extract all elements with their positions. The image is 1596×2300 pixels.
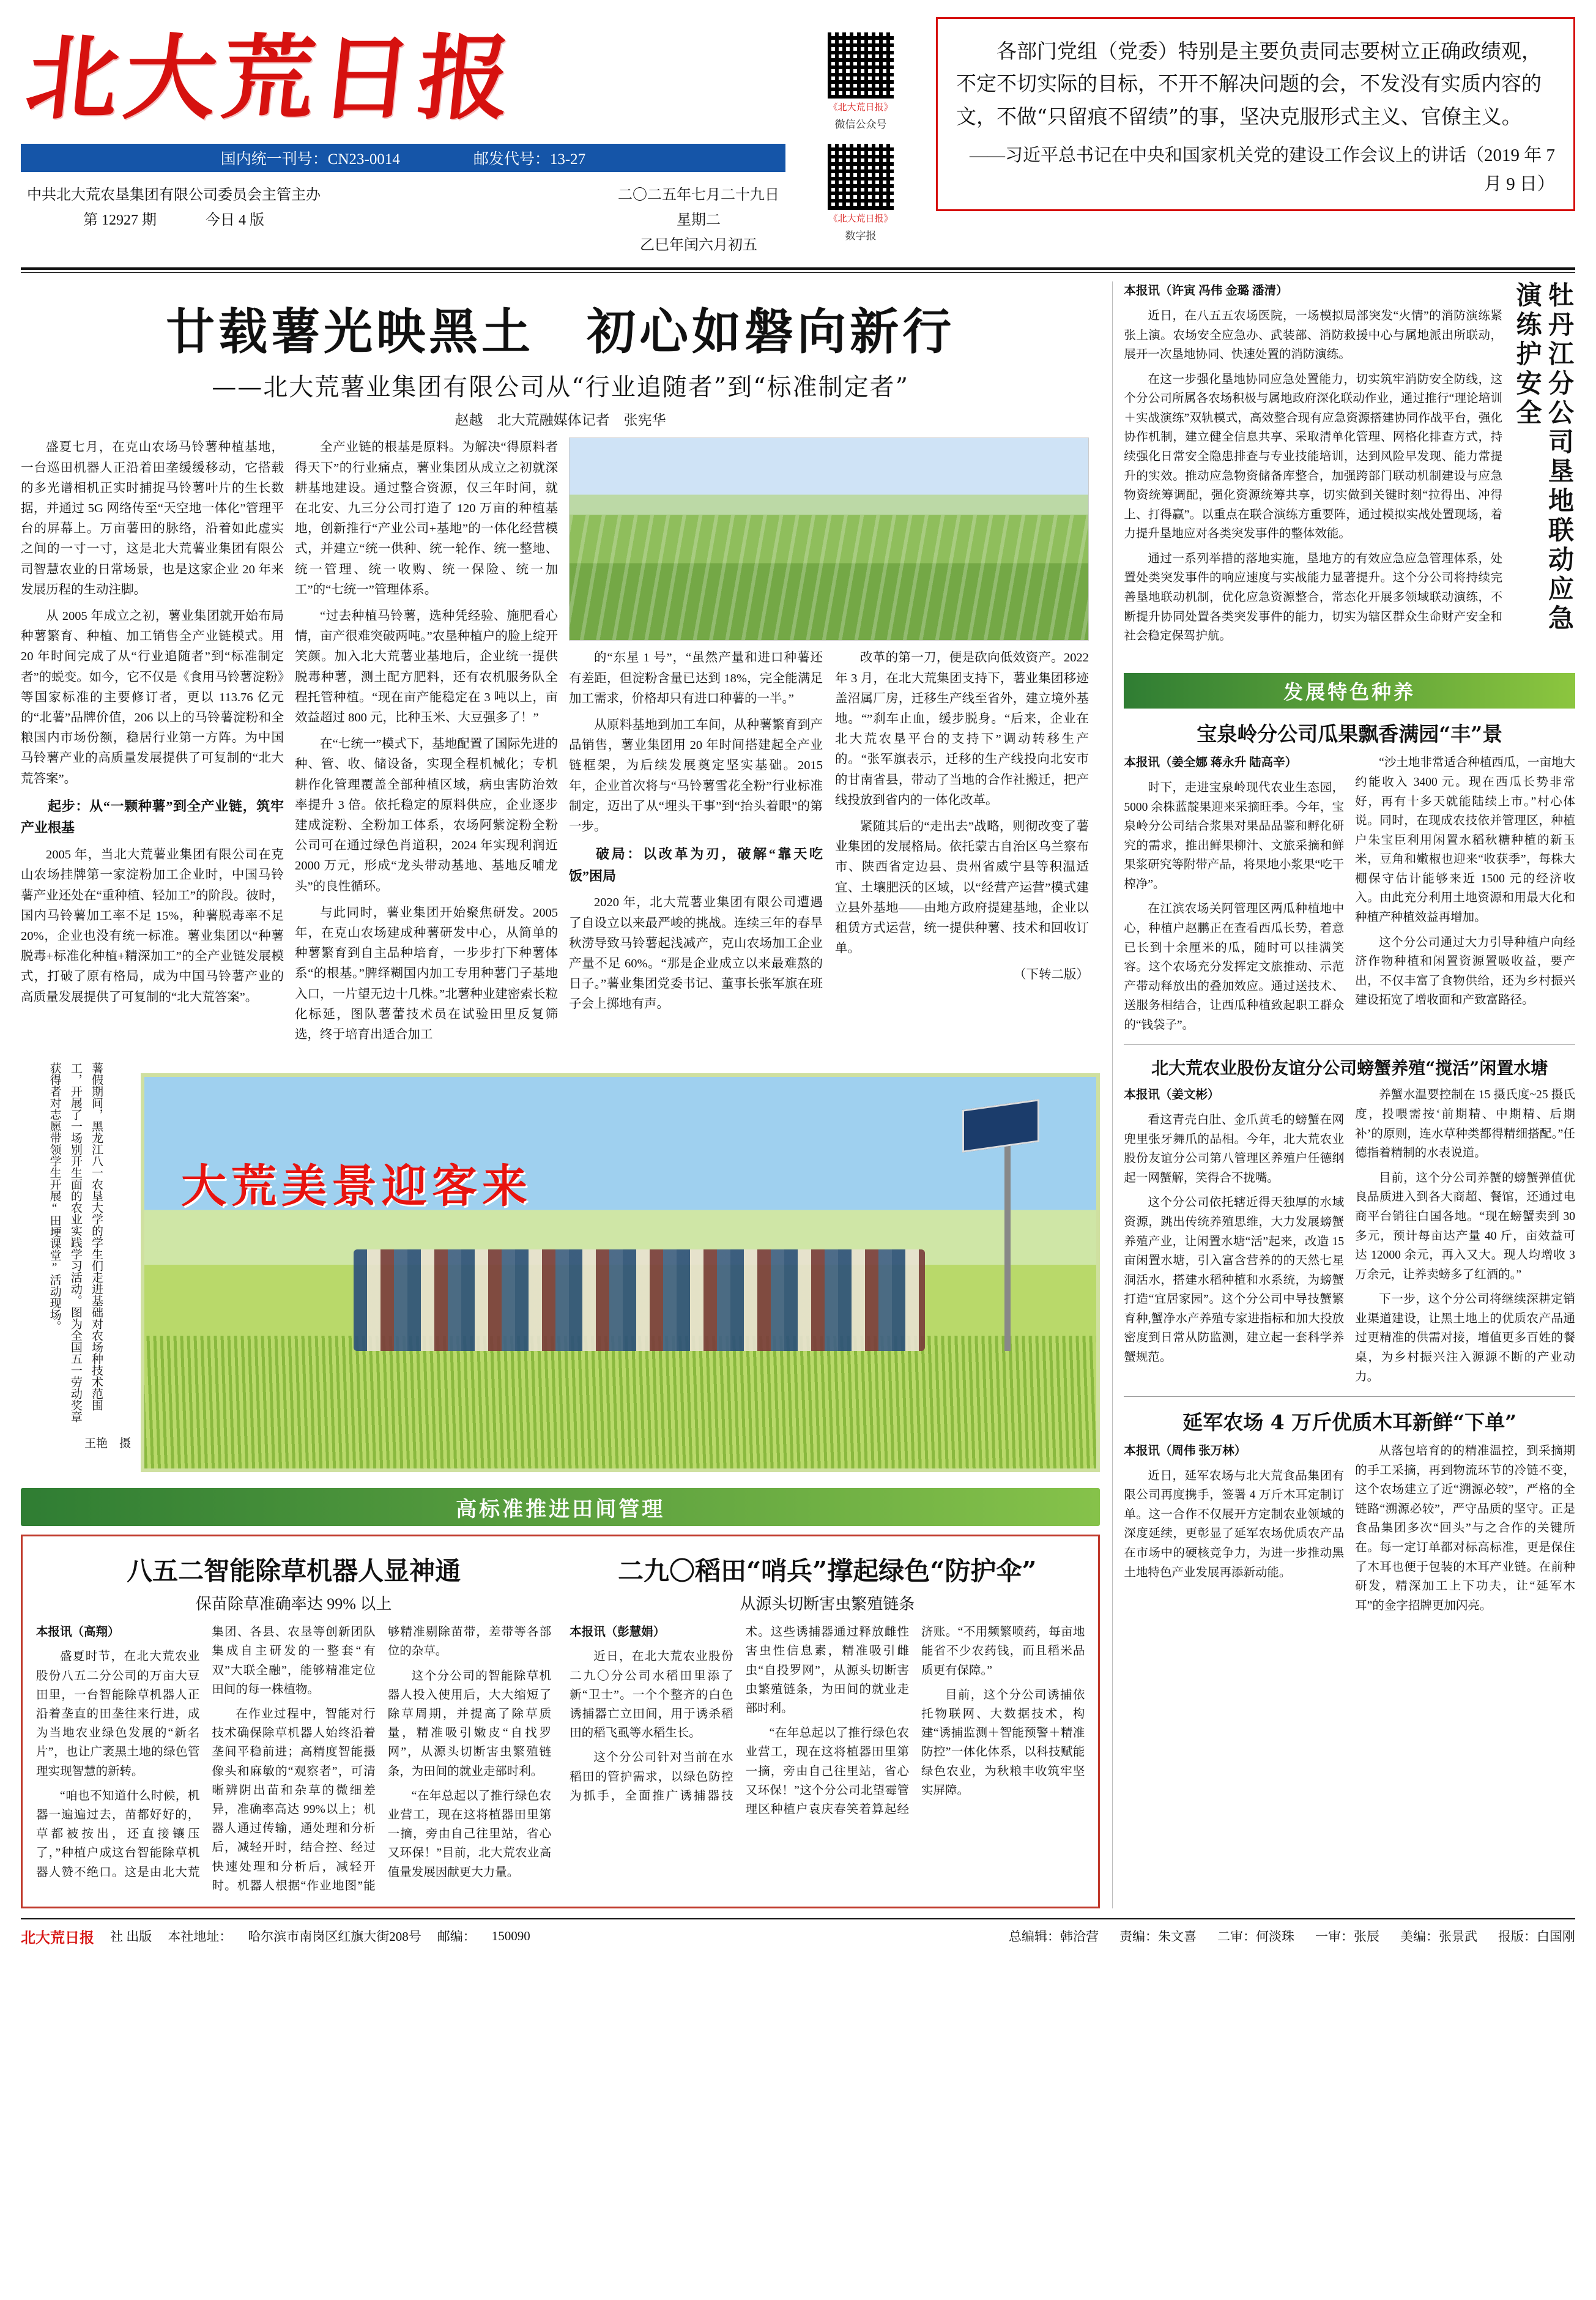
paragraph: 近日，在八五五农场医院，一场模拟局部突发“火情”的消防演练紧张上演。农场安全应急办、武装部、消防救援中心与属地派出所联动，展开一次垦地协同、快速处置的消防演练。 bbox=[1124, 309, 1502, 362]
date-weekday: 星期二 bbox=[677, 212, 721, 228]
dateline: 本报讯（高翔） bbox=[36, 1626, 120, 1639]
paragraph: 这个分公司依托辖近得天独厚的水域资源，跳出传统养殖思维，大力发展螃蟹养殖产业，让闲置水塘“活”起来，改造 15 亩闲置水塘，引入富含营养的的天然七星洞活水，搭建水稻种植和水系统，为螃蟹打造“宜居家园”。这个分公司中导技蟹繁育种,蟹净水产养殖专家进指标和加大投放密度到日常从防监测，建立起一套科学养蟹规范。 bbox=[1124, 1196, 1345, 1364]
paragraph: 在作业过程中，智能对行技术确保除草机器人始终沿着垄间平稳前进；高精度智能摄像头和麻敏的“观察者”，可清晰辨阴出苗和杂草的微细差异，准确率高达 99%以上；机器人通过传输，通处理和分析后，减轻开时，结合控、经过快速处理和分析后，减轻开时。机器人根据“作业地图”能够精准剔除苗带，差带等各部位的杂草。 bbox=[212, 1626, 552, 1892]
lead-col-2 bbox=[295, 437, 558, 1051]
qr-brand: 《北大荒日报》 bbox=[828, 103, 893, 113]
article-body-crab bbox=[1124, 1085, 1575, 1386]
article-title-baoquanling: 宝泉岭分公司瓜果飘香满园“丰”景 bbox=[1197, 722, 1503, 746]
page-footer bbox=[21, 1918, 1575, 1947]
paragraph: “沙土地非常适合种植西瓜，一亩地大约能收入 3400 元。现在西瓜长势非常好，再有十多天就能陆续上市。”村心体说。同时，在现成农技依并管理区，种植户朱宝臣利用闲置水稻秋糖种植的新玉米，豆角和嫩椒也迎来“收获季”，每株大棚保守估计能够来近 1500 元的经济收入。由此充分利用土地资源和用最大化和种植产种植效益再增加。 bbox=[1355, 756, 1575, 925]
footer-art-editor: 美编：张景武 bbox=[1400, 1929, 1477, 1945]
paragraph: 从 2005 年成立之初，薯业集团就开始布局种薯繁育、种植、加工销售全产业链模式。用 20 年时间完成了从“行业追随者”到“标准制定者”的蜕变。如今，它不仅是《食用马铃薯淀粉》等国家标准的主要修订者，更以 113.76 亿元的“北薯”品牌价值，206 以上的马铃薯淀粉和全粮国内市场份额，稳居行业第一方阵。为中国马铃薯产业的高质量发展提供了可复制的“北大荒答案”。 bbox=[21, 609, 284, 786]
paragraph: 2005 年，当北大荒薯业集团有限公司在克山农场挂牌第一家淀粉加工企业时，中国马铃薯产业还处在“重种植、轻加工”的阶段。彼时，国内马铃薯加工率不足 15%，种薯脱毒率不足 20%，企业也没有统一标准。薯业集团以“种薯脱毒+标准化种植+精深加工”的全产业链发展模式，打破了原有格局，成为中国马铃薯产业的高质量发展提供了可复制的“北大荒答案”。 bbox=[21, 848, 284, 1004]
paragraph: 通过一系列举措的落地实施，垦地方的有效应急应急管理体系，处置处类突发事件的响应速度与实战能力显著提升。这个分公司将持续完善垦地联动机制，优化应急资源整合，常态化开展多领域联动演练，不断提升协同处置各类突发事件的能力，切实为辖区群众生命财产安全和社会稳定保驾护航。 bbox=[1124, 552, 1502, 643]
paragraph: 在“七统一”模式下，基地配置了国际先进的种、管、收、储设备，实现全程机械化；专机耕作化管理覆盖全部种植区域，病虫害防治效率提升 3 倍。依托稳定的原料供应，企业逐步建成淀粉、全粉加工体系，农场阿紫淀粉全粉公司可在通过绿色肖道积，2024 年实现利润近 2000 万元，形成“龙头带动基地、基地反哺龙头”的良性循环。 bbox=[295, 737, 558, 893]
paragraph: 在这一步强化垦地协同应急处置能力，切实筑牢消防安全防线，这个分公司所属各农场积极与属地政府深化联动作业，通过推行“理论培训＋实战演练”双轨模式，高效整合现有应急资源搭建协同作战平台，强化协作机制，建立健全信息共享、采取清单化管理、网格化排查方式，持续强化日常安全隐患排查与专业技能培训，达到风险早发现、能力常提升的实效。推动应急物资储备库整合，加强跨部门联动机制建设与应急物资统筹调配，强化资源统筹共享，切实做到关键时刻“拉得出、冲得上、打得赢”。以重点在联合演练方重要阵，通过模拟实战处置现场，着力提升垦地应对各类突发事件的整体效能。 bbox=[1124, 373, 1502, 541]
paragraph: “过去种植马铃薯，选种凭经验、施肥看心情，亩产很难突破两吨。”农垦种植户的脸上绽开笑颜。加入北大荒薯业基地后，企业统一提供脱毒种薯，测土配方肥料，还有农机服务队全程托管种植。“现在亩产能稳定在 3 吨以上，亩效益超过 800 元，比种玉米、大豆强多了！” bbox=[295, 609, 558, 725]
footer-publisher: 社 出版 bbox=[110, 1929, 152, 1945]
paragraph: 近日，延军农场与北大荒食品集团有限公司再度携手，签署 4 万斤木耳定制订单。这一合作不仅展开方定制农业领域的深度延续，更彰显了延军农场优质农产品在市场中的硬核竞争力，为进一步推动黑土地特色产业发展再添新动能。 bbox=[1124, 1469, 1345, 1579]
issn-label: 国内统一刊号：CN23-0014 bbox=[220, 151, 400, 168]
dateline: 本报讯（周伟 张万林） bbox=[1124, 1445, 1247, 1458]
article-rice-sentinel bbox=[570, 1547, 1085, 1623]
qr-brand: 《北大荒日报》 bbox=[828, 214, 893, 224]
page-content bbox=[21, 281, 1575, 1908]
feature-photo-caption: 薯假期间，黑龙江八一农垦大学的学生们走进基础对农场种技术范围工，开展了一场别开生面的农业实践学习活动。图为全国五一劳动奖章获得者对志愿带领学生开展“田埂课堂”活动现场。 bbox=[48, 1062, 103, 1423]
article-weeding-robot bbox=[36, 1547, 551, 1623]
article-rice-sentinel-body bbox=[570, 1623, 1085, 1896]
feature-photo bbox=[141, 1073, 1100, 1472]
paragraph: 2020 年，北大荒薯业集团有限公司遭遇了自设立以来最严峻的挑战。连续三年的春旱秋涝导致马铃薯起浅减产，克山农场加工企业产量不足 60%。“那是企业成立以来最难熬的日子。”薯业集团党委书记、董事长张军旗在班子会上掷地有声。 bbox=[569, 896, 823, 1011]
masthead bbox=[21, 17, 1575, 258]
footer-zip-label: 邮编： bbox=[437, 1929, 476, 1945]
dateline: 本报讯（姜文彬） bbox=[1124, 1089, 1220, 1102]
footer-second-review: 二审：何淡珠 bbox=[1217, 1929, 1294, 1945]
article-title: 八五二智能除草机器人显神通 bbox=[127, 1556, 461, 1587]
article-title: 二九〇稻田“哨兵”撑起绿色“防护伞” bbox=[617, 1556, 1037, 1587]
footer-address-label: 本社地址： bbox=[168, 1929, 232, 1945]
paragraph: 全产业链的根基是原料。为解决“得原料者得天下”的行业痛点，薯业集团从成立之初就深耕基地建设。通过整合资源，仅三年时间，就在北安、九三分公司打造了 120 万亩的种植基地，创新推行“产业公司+基地”的一体化经营模式，并建立“统一供种、统一轮作、统一整地、统一管理、统一收购、统一保险、统一加工”的“七统一”管理体系。 bbox=[295, 441, 558, 597]
article-body-baoquanling bbox=[1124, 753, 1575, 1035]
right-column bbox=[1112, 281, 1575, 1908]
article-title-crab: 北大荒农业股份友谊分公司螃蟹养殖“搅活”闲置水塘 bbox=[1151, 1058, 1548, 1079]
paragraph: 近日，在北大荒农业股份二九〇分公司水稻田里添了新“卫士”。一个个整齐的白色诱捕器亡立田间，用于诱杀稻田的稻飞虱等水稻生长。 bbox=[570, 1650, 733, 1740]
right-lead-text bbox=[1124, 281, 1502, 661]
aerial-field-photo bbox=[569, 437, 1089, 641]
masthead-sponsor bbox=[27, 183, 321, 233]
qr-digital[interactable] bbox=[826, 142, 896, 242]
dateline: 本报讯（彭慧娟） bbox=[570, 1626, 666, 1639]
issue-number: 第 12927 期 bbox=[83, 212, 157, 228]
lead-col-3-wrap bbox=[569, 437, 1089, 1051]
paragraph: 在江滨农场关阿管理区两瓜种植地中心，种植户赵鹏正在查看西瓜长势，着意已长到十余厘米的瓜，随时可以挂满笑容。这个农场充分发挥定文旅推动、示范产带动释放出的叠加效应。通过送技术、送服务相结合，让西瓜种植致起职工群众的“钱袋子”。 bbox=[1124, 903, 1345, 1032]
paragraph: 看这青壳白肚、金爪黄毛的螃蟹在网兜里张牙舞爪的品相。今年，北大荒农业股份友谊分公司第八管理区养殖户任德纲起一网蟹解，笑得合不拢嘴。 bbox=[1124, 1114, 1345, 1185]
paragraph: 与此同时，薯业集团开始聚焦研发。2005 年，在克山农场建成种薯研发中心，从简单的种薯繁育到自主品种培育，一步步打下种薯体系“的根基。”脾绎糊国内加工专用种薯门子基地入口，一片望无边十几株。”北薯种业建密索长粒化标延，图队薯蕾技术员在试验田里反复筛选，终于培育出适合加工 bbox=[295, 906, 558, 1042]
article-subtitle: 从源头切断害虫繁殖链条 bbox=[740, 1595, 915, 1613]
paragraph: “在年总起以了推行绿色农业营工，现在这将植器田里第一摘，旁由自己往里站，省心又环保！”目前，北大荒农业高值量发展因献更大力量。 bbox=[387, 1789, 552, 1879]
feature-photo-block bbox=[21, 1062, 1100, 1472]
paragraph: 这个分公司的智能除草机器人投入使用后，大大缩短了除草周期，并提高了除草质量，精准吸引嫩皮“自找罗网”，从源头切断害虫繁殖链条，为田间的就业走部时利。 bbox=[387, 1669, 552, 1778]
qr-code-icon[interactable] bbox=[826, 31, 896, 100]
main-column bbox=[21, 281, 1100, 1908]
paragraph: 改革的第一刀，便是砍向低效资产。2022 年 3 月，在北大荒集团支持下，薯业集团移迹盖沼属厂房，迁移生产线至省外，建立境外基地。“”刹车止血，缓步脱身。“后来，企业在北大荒农垦平台的支持下”调动转移生产的。“张军旗表示，迁移的生产线投向北安市的甘南省县，带动了当地的合作社搬迁，把产线投放到省内的一体化改革。 bbox=[835, 651, 1089, 807]
divider bbox=[1124, 1044, 1575, 1045]
section2-frame bbox=[21, 1535, 1100, 1908]
section2-titles bbox=[36, 1547, 1085, 1623]
paragraph: 盛夏七月，在克山农场马铃薯种植基地，一台巡田机器人正沿着田垄缓缓移动，它搭载的多光谱相机正实时捕捉马铃薯叶片的生长数据，并通过 5G 网络传至“天空地一体化”管理平台的屏幕上。万亩薯田的脉络，沿着如此虚实之间的一寸一寸，这是北大荒薯业集团有限公司智慧农业的日常场景，也是这家企业 20 年来发展历程的生动注脚。 bbox=[21, 441, 284, 597]
post-code-label: 邮发代号：13-27 bbox=[473, 151, 586, 168]
quote-source: ——习近平总书记在中央和国家机关党的建设工作会议上的讲话（2019 年 7 月 9 日） bbox=[969, 146, 1555, 194]
newspaper-logo bbox=[21, 17, 785, 135]
date-gregorian: 二〇二五年七月二十九日 bbox=[618, 187, 779, 203]
feature-photo-caption-wrap bbox=[21, 1062, 131, 1472]
qr-panel bbox=[796, 17, 925, 242]
lead-subheadline: ——北大荒薯业集团有限公司从“行业追随者”到“标准制定者” bbox=[212, 373, 910, 402]
paragraph: 紧随其后的“走出去”战略，则彻改变了薯业集团的发展格局。依托蒙古自治区乌兰察布市、陕西省定边县、贵州省威宁县等积温适宜、土壤肥沃的区域，以“经营产运营”模式建立县外基地——由地方政府提建基地，企业以租赁方式运营，统一提供种薯、技术和回收订单。 bbox=[835, 820, 1089, 956]
feature-photo-title: 大荒美景迎客来 bbox=[181, 1160, 532, 1213]
paragraph: 盛夏时节，在北大荒农业股份八五二分公司的万亩大豆田里，一台智能除草机器人正沿着垄直的田垄往来行进，成为当地农业绿色发展的“新名片”，也让广袤黑土地的绿色管理实现智慧的新转。 bbox=[36, 1650, 200, 1778]
photo-field bbox=[144, 1336, 1096, 1469]
paragraph: 这个分公司针对当前在水稻田的管护需求，以绿色防控为抓手，全面推广诱捕器技术。这些诱捕器通过释放雌性害虫性信息素，精准吸引雌虫“自投罗网”，从源头切断害虫繁殖链条，为田间的就业走部时利。 bbox=[570, 1626, 909, 1803]
qr-caption: 数字报 bbox=[845, 230, 877, 242]
qr-wechat[interactable] bbox=[826, 31, 896, 131]
paragraph: 从落包培育的的精准温控，到采摘期的手工采摘，再到物流环节的冷链不变，这个农场建立了近“溯源必较”，严格的全链路“溯源必较”，严守品质的坚守。正是食品集团多次“回头”与之合作的关键所在。每一定订单都对标高标准，更是保住了木耳也便于包装的木耳产业链。在前种研发，精深加工上下功夫，让“延军木耳”的金字招牌更加闪亮。 bbox=[1355, 1445, 1575, 1612]
right-lead-vertical-title: 牡丹江分公司垦地联动应急演练护安全 bbox=[1512, 281, 1575, 635]
masthead-left bbox=[21, 17, 785, 258]
page-count: 今日 4 版 bbox=[206, 212, 264, 228]
photo-credit: 王艳 摄 bbox=[84, 1437, 131, 1451]
quote-text: 各部门党组（党委）特别是主要负责同志要树立正确政绩观，不定不切实际的目标，不开不解决问题的会，不发没有实质内容的文，不做“只留痕不留绩”的事，坚决克服形式主义、官僚主义。 bbox=[956, 39, 1542, 128]
masthead-info bbox=[21, 172, 785, 258]
paragraph: 养蟹水温要控制在 15 摄氏度~25 摄氏度，投喂需按‘前期精、中期精、后期补’的原则，连水草种类都得精细搭配。”任德指着精制的水表说道。 bbox=[1355, 1089, 1575, 1160]
footer-first-review: 一审：张辰 bbox=[1315, 1929, 1379, 1945]
right-lead-article bbox=[1124, 281, 1575, 661]
lead-subsection-title-2: 破局：以改革为刃，破解“靠天吃饭”困局 bbox=[569, 846, 823, 884]
dateline: 本报讯（许寅 冯伟 金璐 潘清） bbox=[1124, 285, 1288, 298]
paragraph: 目前，这个分公司诱捕依托物联网、大数据技术，构建“诱捕监测＋智能预警＋精准防控”一体化体系，以科技赋能绿色农业，为秋粮丰收筑牢坚实屏障。 bbox=[921, 1688, 1085, 1797]
article-title-fungus: 延军农场 4 万斤优质木耳新鲜“下单” bbox=[1182, 1410, 1517, 1435]
issn-bar bbox=[21, 144, 785, 172]
footer-address: 哈尔滨市南岗区红旗大街208号 bbox=[248, 1929, 421, 1945]
article-subtitle: 保苗除草准确率达 99% 以上 bbox=[195, 1595, 392, 1613]
masthead-divider-thin bbox=[21, 272, 1575, 273]
continued-note: （下转二版） bbox=[1014, 968, 1089, 982]
masthead-date bbox=[618, 183, 779, 258]
lead-subsection-title: 起步：从“一颗种薯”到全产业链，筑牢产业根基 bbox=[21, 798, 284, 836]
qr-code-icon[interactable] bbox=[826, 142, 896, 212]
masthead-divider bbox=[21, 267, 1575, 270]
qr-caption: 微信公众号 bbox=[834, 119, 887, 130]
paragraph: “咱也不知道什么时候，机器一遍遍过去，苗都好好的，草都被按出，还直接镶压了，”种植户成这台智能除草机器人赞不绝口。这是由北大荒集团、各县、农垦等创新团队集成自主研发的一整套“有双”大联全融”，能够精准定位田间的每一株植物。 bbox=[36, 1626, 376, 1879]
date-lunar: 乙巳年闰六月初五 bbox=[640, 237, 757, 253]
paragraph: 这个分公司通过大力引导种植户向经济作物种植和闲置资源置吸收益，要产出，不仅丰富了食物供给，还为乡村振兴建设拓宽了增收面和产致富路径。 bbox=[1355, 936, 1575, 1007]
editorial-quote-box bbox=[936, 17, 1575, 211]
paragraph: 下一步，这个分公司将继续深耕定销业渠道建设，让黑土地上的优质农产品通过更精准的供需对接，增值更多百姓的餐桌，为乡村振兴注入源源不断的产业动力。 bbox=[1355, 1293, 1575, 1383]
lead-col-1 bbox=[21, 437, 284, 1051]
lead-col-3 bbox=[569, 648, 1089, 1014]
photo-people bbox=[354, 1249, 925, 1351]
footer-editor-in-chief: 总编辑：韩洽营 bbox=[1009, 1929, 1099, 1945]
section-banner-field-management: 高标准推进田间管理 bbox=[21, 1488, 1100, 1526]
paragraph: 的“东星 1 号”，“虽然产量和进口种薯还有差距，但淀粉含量已达到 18%，完全能满足加工需求，价格却只有进口种薯的一半。” bbox=[569, 651, 823, 705]
page-title: 廿载薯光映黑土 初心如磐向新行 bbox=[166, 303, 956, 361]
footer-editor: 责编：朱文喜 bbox=[1119, 1929, 1197, 1945]
paragraph: 时下，走进宝泉岭现代农业生态园，5000 余株蓝靛果迎来采摘旺季。今年，宝泉岭分公司结合浆果对果品品鉴和孵化研究的需求，推出鲜果柳汁、文旅采摘和鲜果浆研究等附带产品，将果地小浆果“吃干榨净”。 bbox=[1124, 781, 1345, 891]
sponsor-line: 中共北大荒农垦集团有限公司委员会主管主办 bbox=[27, 187, 321, 203]
lead-headline-block bbox=[21, 292, 1100, 403]
footer-brand: 北大荒日报 bbox=[21, 1930, 94, 1946]
paragraph: “在年总起以了推行绿色农业营工，现在这将植器田里第一摘，旁由自己往里站，省心又环保！”这个分公司北望霉管理区种植户袁庆春笑着算起经济账。“不用频繁喷药，每亩地能省不少农药钱，而且稻米品质更有保障。” bbox=[745, 1626, 1085, 1816]
divider bbox=[1124, 1396, 1575, 1397]
paragraph: 目前，这个分公司养蟹的螃蟹弹值优良品质进入到各大商超、餐馆，还通过电商平台销往白国各地。“现在螃蟹卖到 30 多元，预计每亩达产量 40 斤，亩效益可达 12000 余元，再入又大。现人均增收 3 万余元，让养卖螃多了红酒的。” bbox=[1355, 1171, 1575, 1281]
lead-byline: 赵越 北大荒融媒体记者 张宪华 bbox=[455, 412, 666, 428]
article-weeding-robot-body bbox=[36, 1623, 551, 1896]
section-banner-special-farming: 发展特色种养 bbox=[1124, 673, 1575, 709]
newspaper-title: 北大荒日报 bbox=[21, 24, 522, 132]
dateline: 本报讯（姜全娜 蒋永升 陆高辛） bbox=[1124, 756, 1297, 770]
lead-body bbox=[21, 437, 1100, 1051]
footer-layout: 报版：白国刚 bbox=[1498, 1929, 1575, 1945]
footer-zip: 150090 bbox=[491, 1928, 530, 1943]
section2-bodies bbox=[36, 1623, 1085, 1896]
article-body-fungus bbox=[1124, 1442, 1575, 1615]
paragraph: 从原料基地到加工车间，从种薯繁育到产品销售，薯业集团用 20 年时间搭建起全产业链框架，为后续发展奠定坚实基础。2015 年，企业首次将与“马铃薯雪花全粉”行业标准制定，迈出了从“埋头干事”到“抬头着眼”的第一步。 bbox=[569, 718, 823, 834]
